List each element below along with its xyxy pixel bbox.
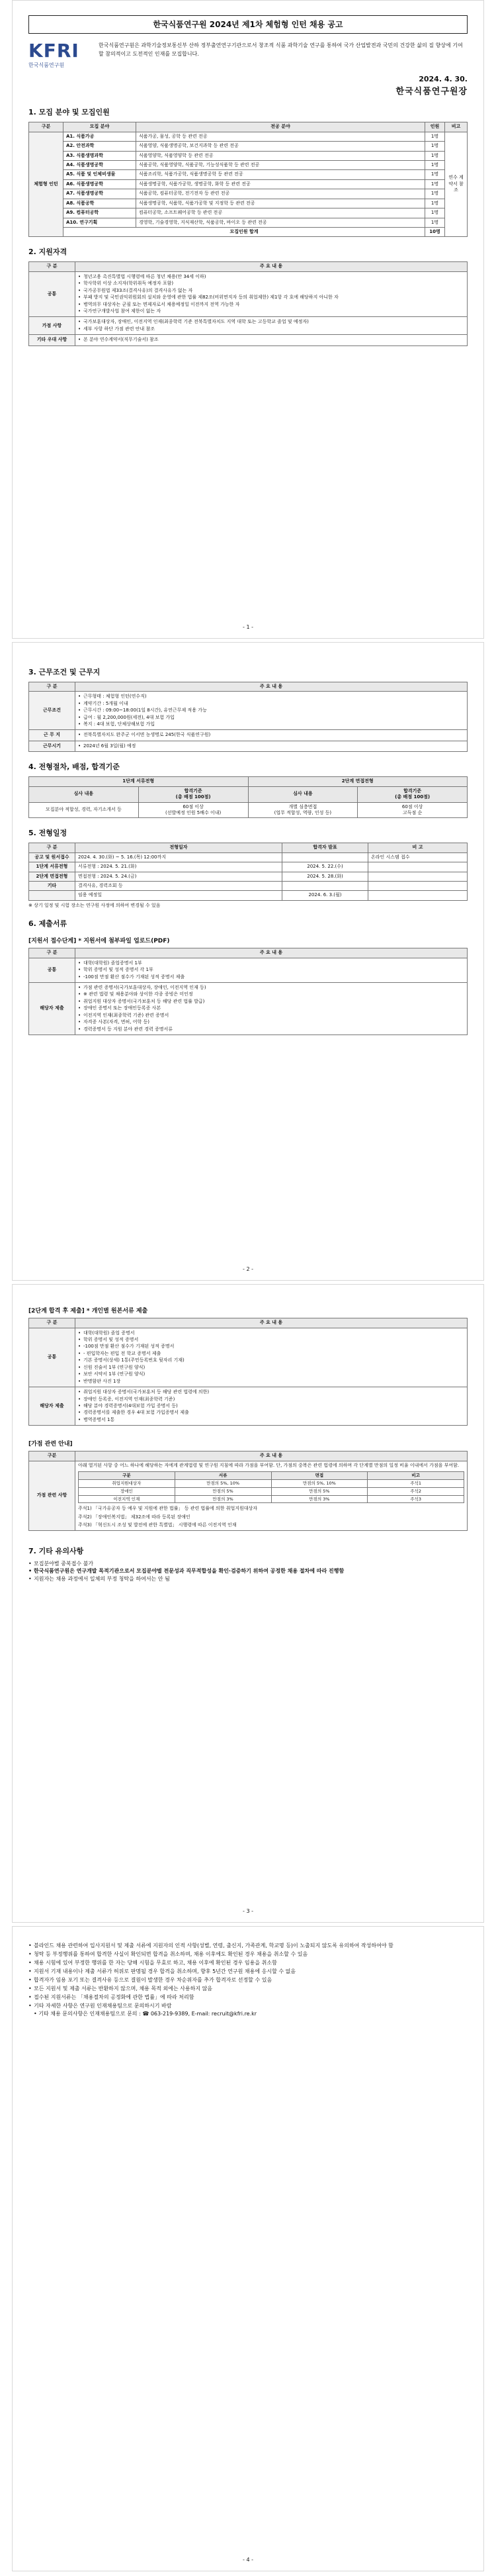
table-row xyxy=(79,1495,464,1503)
row-label: 기타 우대 사항 xyxy=(29,335,75,345)
bonus-cell: 만점의 3% xyxy=(271,1495,368,1503)
page-sheet-1 xyxy=(12,0,484,639)
schedule-table xyxy=(28,843,468,901)
stage-note xyxy=(368,872,468,881)
row-label: 가점 사항 xyxy=(29,317,75,335)
column-header: 심사 내용 xyxy=(248,786,358,802)
list-item: • 자격증 사본(자격, 면허, 어학 등) xyxy=(78,1019,464,1025)
stage2-header: 2단계 면접전형 xyxy=(248,777,468,786)
list-item: • 병역증명서 1통 xyxy=(78,1417,464,1423)
notes-list xyxy=(28,1561,468,1583)
table-row xyxy=(29,132,468,141)
item-list xyxy=(78,732,464,738)
column-header: 구 분 xyxy=(29,948,75,958)
bonus-note: 주석2) 「장애인복지법」 제32조에 따라 등록된 장애인 xyxy=(78,1514,190,1520)
field-major: 식품조리학, 식품가공학, 식품생명공학 등 관련 전공 xyxy=(136,170,425,179)
list-item: • 청년고용 촉진특별법 시행령에 따른 청년 채용(만 34세 이하) xyxy=(78,274,464,280)
bonus-cell: 만점의 5%, 10% xyxy=(271,1480,368,1488)
row-label: 근무조건 xyxy=(29,692,75,730)
row-content xyxy=(75,1387,468,1426)
list-item: • 신원 진술서 1부 (연구원 양식) xyxy=(78,1365,464,1371)
list-item: • 블라인드 채용 관련하여 입사지원서 및 제출 서류에 지원자의 인적 사항(성별, 연령, 출신지, 가족관계, 학교명 등)이 노출되지 않도록 유의하여 작성하여야 함 xyxy=(28,1942,468,1950)
bonus-cell: 장애인 xyxy=(79,1487,175,1495)
row-content xyxy=(75,958,468,982)
table-row xyxy=(79,1480,464,1488)
list-item: • -100점 만점 환산 점수가 기재된 성적 증명서 xyxy=(78,1344,464,1350)
bonus-cell: 취업지원대상자 xyxy=(79,1480,175,1488)
bonus-table xyxy=(28,1451,468,1530)
list-item: • 가점 관련 증명서(국가보훈대상자, 장애인, 이전지역 인재 등) xyxy=(78,985,464,991)
contact-text: 기타 채용 문의사항은 인재채용팀으로 문의 : ☎ 063-219-9389, E-mail: recruit@kfri.re.kr xyxy=(38,2011,257,2017)
column-header: 구 분 xyxy=(29,262,75,271)
bonus-cell: 주석3 xyxy=(368,1495,464,1503)
list-item: • 취업지원 대상자 증명서(국가보훈처 등 해당 관련 법령에 의한) xyxy=(78,1389,464,1395)
bonus-cell: 이전지역 인재 xyxy=(79,1495,175,1503)
field-count: 1명 xyxy=(425,160,445,169)
field-major: 식품영양, 식품생명공학, 보건지과학 등 관련 전공 xyxy=(136,142,425,151)
stage-note xyxy=(368,881,468,890)
column-header: 주 요 내 용 xyxy=(75,682,468,691)
column-header: 주 요 내 용 xyxy=(75,1451,468,1461)
field-major: 컴퓨터공학, 소프트웨어공학 등 관련 전공 xyxy=(136,208,425,218)
column-header: 모집 분야 xyxy=(63,122,136,132)
row-content xyxy=(75,730,468,741)
field-count: 1명 xyxy=(425,179,445,189)
process-table xyxy=(28,776,468,818)
field-count: 1명 xyxy=(425,189,445,199)
table-row xyxy=(29,189,468,199)
field-code: A10. 연구기획 xyxy=(63,218,136,227)
table-row xyxy=(29,741,468,751)
column-header: 서류 xyxy=(175,1472,271,1480)
bonus-text: 아래 열거된 사항 중 어느 하나에 해당하는 자에게 관계법령 및 연구원 지침에 따라 가점을 부여함. 단, 가점의 중복은 관련 법령에 의하며 각 단계별 만점의 일정 비율 이내에서 가점을 부여함. xyxy=(78,1462,460,1468)
bonus-cell: 만점의 3% xyxy=(175,1495,271,1503)
bonus-notes xyxy=(78,1506,464,1528)
list-item: • 대학(대학원) 졸업 증명서 xyxy=(78,1330,464,1336)
list-item: • 경력증명서를 제출한 경우 4대 보험 가입증명서 제출 xyxy=(78,1410,464,1416)
list-item: • 해당 분야 경력증명서(4대보험 가입 증명서 등) xyxy=(78,1403,464,1409)
list-item: • 장애인 등록증, 이전지역 인재(최종학력 기준) xyxy=(78,1397,464,1403)
contact-line: • 기타 채용 문의사항은 인재채용팀으로 문의 : ☎ 063-219-9389, E-mail: recruit@kfri.re.kr xyxy=(34,2011,257,2017)
column-header: 비고 xyxy=(445,122,468,132)
section-title-process: 4. 전형절차, 배점, 합격기준 xyxy=(28,762,120,772)
item-list xyxy=(78,743,464,749)
total-label: 모집인원 합계 xyxy=(63,228,425,237)
list-item: • -100점 만점 환산 점수가 기재된 성적 증명서 제출 xyxy=(78,974,464,980)
stage-result: 2024. 5. 22.(수) xyxy=(282,862,368,872)
kfri-logo xyxy=(28,42,89,69)
stage-date: 2024. 4. 30.(화) ~ 5. 16.(목) 12:00까지 xyxy=(75,852,282,862)
table-row xyxy=(29,179,468,189)
list-item: • 근무형태 : 체험형 인턴(연수직) xyxy=(78,694,464,700)
stage-result: 2024. 6. 3.(월) xyxy=(282,891,368,900)
bonus-subtitle: [가점 관련 안내] xyxy=(28,1441,73,1448)
process-cell: 개별 심층면접 (업무 적합성, 역량, 인성 등) xyxy=(248,802,358,818)
list-item: • 근무시간 : 09:00~18:00(1일 8시간), 유연근무제 적용 가능 xyxy=(78,708,464,713)
column-header: 전형일자 xyxy=(75,843,282,852)
additional-notes-list xyxy=(28,1942,468,2010)
total-row xyxy=(29,228,468,237)
column-header: 주 요 내 용 xyxy=(75,948,468,958)
column-header: 구 분 xyxy=(29,682,75,691)
table-row xyxy=(29,730,468,741)
stage-note xyxy=(368,862,468,872)
bonus-cell: 주석2 xyxy=(368,1487,464,1495)
field-major: 식품생명공학, 식품가공학, 생명공학, 화학 등 관련 전공 xyxy=(136,179,425,189)
table-row xyxy=(29,891,468,900)
page-number: - 2 - xyxy=(243,1266,253,1273)
section-title-notes: 7. 기타 유의사항 xyxy=(28,1546,84,1555)
documents-table-1 xyxy=(28,948,468,1035)
bonus-cell: 만점의 5% xyxy=(271,1487,368,1495)
page-number: - 1 - xyxy=(243,624,253,631)
field-code: A9. 컴퓨터공학 xyxy=(63,208,136,218)
list-item: • 기본 증명서(상세) 1통(주민등록번호 뒷자리 기재) xyxy=(78,1357,464,1363)
field-count: 1명 xyxy=(425,142,445,151)
documents-table-2 xyxy=(28,1318,468,1426)
list-item: • 경력증명서 등 지원 분야 관련 경력 증명서류 xyxy=(78,1027,464,1033)
process-cell: 모집분야 적합성, 경력, 자기소개서 등 xyxy=(29,802,139,818)
field-code: A8. 식품공학 xyxy=(63,199,136,208)
stage-label: 2단계 면접전형 xyxy=(29,872,75,881)
column-header: 합격기준 (총 배점 100점) xyxy=(138,786,248,802)
stage-label xyxy=(29,891,75,900)
list-item: • ※ 관련 법령 및 채용분야와 상이한 각종 증빙은 미인정 xyxy=(78,991,464,997)
column-header: 구 분 xyxy=(29,843,75,852)
page-sheet-2 xyxy=(12,642,484,1281)
field-code: A1. 식품가공 xyxy=(63,132,136,141)
column-header: 구 분 xyxy=(29,1318,75,1328)
stage-label: 1단계 서류전형 xyxy=(29,862,75,872)
stage-note xyxy=(368,891,468,900)
stage-date: 면접전형 : 2024. 5. 24.(금) xyxy=(75,872,282,881)
list-item: • 한국식품연구원은 연구개발 목적기관으로서 모집분야별 전문성과 직무적합성을 확인·검증하기 위하여 공정한 채용 절차에 따라 진행함 xyxy=(28,1568,468,1575)
signer: 한국식품연구원장 xyxy=(395,86,468,97)
list-item: • 기타 자세한 사항은 연구원 인재채용팀으로 문의하시기 바람 xyxy=(28,2002,468,2010)
list-item: • 대학(대학원) 졸업증명서 1부 xyxy=(78,960,464,966)
table-row xyxy=(29,983,468,1035)
table-row xyxy=(29,881,468,890)
process-cell: 60점 이상 (선발예정 인원 5배수 이내) xyxy=(138,802,248,818)
list-item: • 취업지원 대상자 증명서(국가보훈처 등 해당 관련 법률 발급) xyxy=(78,999,464,1005)
stage-note: 온라인 시스템 접수 xyxy=(368,852,468,862)
field-code: A3. 식품생명과학 xyxy=(63,151,136,160)
row-content xyxy=(75,692,468,730)
list-item: • 보안 서약서 1부 (연구원 양식) xyxy=(78,1371,464,1377)
table-row xyxy=(29,199,468,208)
table-row xyxy=(29,170,468,179)
stage-date: 서류전형 : 2024. 5. 21.(화) xyxy=(75,862,282,872)
table-row xyxy=(29,335,468,345)
bonus-inner-table xyxy=(78,1471,464,1503)
column-header: 합격자 발표 xyxy=(282,843,368,852)
field-major: 식품공학, 컴퓨터공학, 전기전자 등 관련 전공 xyxy=(136,189,425,199)
bonus-cell: 주석1 xyxy=(368,1480,464,1488)
column-header: 구분 xyxy=(79,1472,175,1480)
list-item: • 지원서 기재 내용이나 제출 서류가 허위로 판명될 경우 합격을 취소하며, 향후 5년간 연구원 채용에 응시할 수 없음 xyxy=(28,1968,468,1976)
list-item: • - 편입학자는 편입 전 학교 증명서 제출 xyxy=(78,1351,464,1357)
table-row xyxy=(29,1328,468,1387)
item-list xyxy=(78,1330,464,1385)
table-row xyxy=(29,317,468,335)
table-row xyxy=(29,692,468,730)
row-label: 근무시기 xyxy=(29,741,75,751)
bonus-cell: 만점의 5%, 10% xyxy=(175,1480,271,1488)
list-item: • 합격자가 임용 포기 또는 결격사유 등으로 결원이 발생한 경우 차순위자를 추가 합격자로 선정할 수 있음 xyxy=(28,1976,468,1984)
logo-caption: 한국식품연구원 xyxy=(28,62,65,69)
group-label: 체험형 인턴 xyxy=(29,132,63,237)
column-header: 면접 xyxy=(271,1472,368,1480)
intro-text: 한국식품연구원은 과학기술정보통신부 산하 정부출연연구기관으로서 창조적 식품 과학기술 연구를 통하여 국가 산업발전과 국민의 건강한 삶의 질 향상에 기여할 참의적이고 도전적인 인재를 모집합니다. xyxy=(99,42,463,57)
table-row xyxy=(29,852,468,862)
list-item: • 세부 사항 하단 가점 관련 안내 참조 xyxy=(78,326,464,332)
conditions-table xyxy=(28,682,468,753)
column-header: 인원 xyxy=(425,122,445,132)
field-count: 1명 xyxy=(425,218,445,227)
total-value: 10명 xyxy=(425,228,445,237)
list-item: • 반명함판 사진 1장 xyxy=(78,1379,464,1385)
row-label: 해당자 제출 xyxy=(29,1387,75,1426)
table-row xyxy=(29,208,468,218)
row-label: 공통 xyxy=(29,1328,75,1387)
qualification-table xyxy=(28,261,468,345)
item-list xyxy=(78,985,464,1033)
table-row xyxy=(29,958,468,982)
field-major: 식품생명공학, 식품학, 식품가공학 및 지정학 등 관련 전공 xyxy=(136,199,425,208)
row-label: 근 무 지 xyxy=(29,730,75,741)
list-item: • 학위 증명서 및 성적 증명서 각 1부 xyxy=(78,967,464,973)
list-item: • 계약기간 : 5개월 이내 xyxy=(78,701,464,707)
field-count: 1명 xyxy=(425,170,445,179)
logo-mark: KFRI xyxy=(28,40,79,62)
table-row xyxy=(29,271,468,317)
column-header: 주 요 내 용 xyxy=(75,1318,468,1328)
table-row xyxy=(29,151,468,160)
table-row xyxy=(29,218,468,227)
column-header: 합격기준 (총 배점 100점) xyxy=(358,786,468,802)
section-title-documents: 6. 제출서류 xyxy=(28,919,67,929)
field-major: 식품가공, 물성, 공학 등 관련 전공 xyxy=(136,132,425,141)
table-row xyxy=(29,872,468,881)
item-list xyxy=(78,960,464,980)
page-sheet-4 xyxy=(12,1926,484,2571)
section-title-conditions: 3. 근무조건 및 근무지 xyxy=(28,668,101,676)
list-item: • 복지 : 4대 보험, 단체상해보험 가입 xyxy=(78,721,464,727)
list-item: • 청탁 등 부정행위를 통하여 합격한 사실이 확인되면 합격을 취소하며, 채용 이후에도 확인된 경우 채용을 취소할 수 있음 xyxy=(28,1951,468,1958)
schedule-note: ※ 상기 일정 및 시험 장소는 연구원 사정에 의하여 변경될 수 있음 xyxy=(28,902,161,908)
stage-result xyxy=(282,881,368,890)
list-item: • 학위 증명서 및 성적 증명서 xyxy=(78,1337,464,1343)
item-list xyxy=(78,694,464,727)
stage1-header: 1단계 서류전형 xyxy=(29,777,249,786)
field-code: A7. 식품생명공학 xyxy=(63,189,136,199)
bonus-note: 주석1) 「국가유공자 등 예우 및 지원에 관한 법률」 등 관련 법률에 의한 취업지원대상자 xyxy=(78,1506,258,1512)
section-title-qualification: 2. 지원자격 xyxy=(28,248,67,257)
bonus-note: 주석3) 「혁신도시 조성 및 발전에 관한 특별법」 시행령에 따른 이전지역 인재 xyxy=(78,1522,237,1528)
announcement-date: 2024. 4. 30. xyxy=(419,74,468,83)
field-major: 식품영양학, 식품영양학 등 관련 전공 xyxy=(136,151,425,160)
stage-label: 기타 xyxy=(29,881,75,890)
page-sheet-3 xyxy=(12,1284,484,1923)
field-count: 1명 xyxy=(425,132,445,141)
row-label: 해당자 제출 xyxy=(29,983,75,1035)
row-content xyxy=(75,741,468,751)
process-cell: 60점 이상 고득점 순 xyxy=(358,802,468,818)
field-count: 1명 xyxy=(425,199,445,208)
column-header: 구분 xyxy=(29,1451,75,1461)
list-item: • 국가보훈대상자, 장애인, 이전지역 인재(최종학력 기준 전북특별자치도 지역 대학 또는 고등학교 졸업 및 예정자) xyxy=(78,319,464,325)
column-header: 비 고 xyxy=(368,843,468,852)
column-header: 전공 분야 xyxy=(136,122,425,132)
column-header: 주 요 내 용 xyxy=(75,262,468,271)
list-item: • 이전지역 인재(최종학력 기준) 관련 증명서 xyxy=(78,1013,464,1019)
field-code: A5. 식품 및 인체비생물 xyxy=(63,170,136,179)
list-item: • 국가연구개발사업 참여 제한이 없는 자 xyxy=(78,308,464,314)
bonus-content xyxy=(75,1461,468,1530)
field-count: 1명 xyxy=(425,208,445,218)
documents-subtitle-1: [지원서 접수단계] * 지원서에 첨부파일 업로드(PDF) xyxy=(28,938,170,945)
list-item: • 접수된 지원서류는 「채용절차의 공정화에 관한 법률」에 따라 처리함 xyxy=(28,1994,468,2001)
table-row xyxy=(29,1387,468,1426)
stage-date: 임용 예정일 xyxy=(75,891,282,900)
list-item: • 전북특별자치도 완주군 이서면 농생명로 245(한국 식품연구원) xyxy=(78,732,464,738)
row-content xyxy=(75,317,468,335)
list-item: • 부패 방지 및 국민권익위원회의 설치와 운영에 관한 법률 제82조(비위면직자 등의 취업제한) 제1항 각 호에 해당하지 아니한 자 xyxy=(78,295,464,300)
row-content xyxy=(75,983,468,1035)
page-number: - 4 - xyxy=(243,2557,253,2563)
remark: 연수 계약서 참조 xyxy=(445,132,468,237)
row-label: 공통 xyxy=(29,271,75,317)
field-code: A2. 안전과학 xyxy=(63,142,136,151)
item-list xyxy=(78,1389,464,1423)
column-header: 비고 xyxy=(368,1472,464,1480)
stage-result: 2024. 5. 28.(화) xyxy=(282,872,368,881)
list-item: • 모든 지원서 및 제출 서류는 반환하지 않으며, 채용 목적 외에는 사용하지 않음 xyxy=(28,1985,468,1993)
table-row xyxy=(29,142,468,151)
list-item: • 모집분야별 중복접수 불가 xyxy=(28,1561,468,1568)
table-row xyxy=(29,862,468,872)
list-item: • 채용 시험에 있어 부정한 행위를 한 자는 당해 시험을 무효로 하고, 채용 이후에 확인된 경우 임용을 취소함 xyxy=(28,1959,468,1967)
field-code: A4. 식품생명공학 xyxy=(63,160,136,169)
row-label: 공통 xyxy=(29,958,75,982)
table-row xyxy=(29,160,468,169)
page-number: - 3 - xyxy=(243,1908,253,1915)
list-item: • 2024년 6월 3일(월) 예정 xyxy=(78,743,464,749)
documents-subtitle-2: [2단계 합격 후 제출] * 개인별 원본서류 제출 xyxy=(28,1308,148,1314)
field-code: A6. 식품생명공학 xyxy=(63,179,136,189)
list-item: • 급여 : 월 2,200,000원(세전), 4대 보험 가입 xyxy=(78,715,464,721)
stage-result xyxy=(282,852,368,862)
stage-label: 공고 및 원서접수 xyxy=(29,852,75,862)
document-title: 한국식품연구원 2024년 제1차 체험형 인턴 채용 공고 xyxy=(28,15,468,34)
table-row xyxy=(79,1487,464,1495)
list-item: • 지원자는 채용 과정에서 일체의 부정 청탁을 하여서는 안 됨 xyxy=(28,1576,468,1583)
list-item: • 병역의무 대상자는 군필 또는 면제자로서 채용예정일 이전까지 전역 가능한 자 xyxy=(78,302,464,308)
column-header: 심사 내용 xyxy=(29,786,139,802)
field-major: 식품공학, 식품영양학, 식품공학, 기능성식품학 등 관련 전공 xyxy=(136,160,425,169)
list-item: • 본 분야 연수계약서(직무기술서) 참조 xyxy=(78,337,464,343)
row-content xyxy=(75,335,468,345)
item-list xyxy=(78,274,464,315)
row-content xyxy=(75,271,468,317)
column-header: 구분 xyxy=(29,122,63,132)
bonus-cell: 만점의 5% xyxy=(175,1487,271,1495)
section-title-schedule: 5. 전형일정 xyxy=(28,829,67,838)
stage-date: 결격사유, 경력조회 등 xyxy=(75,881,282,890)
list-item: • 장애인 증명서 또는 장애인등록증 사본 xyxy=(78,1005,464,1011)
field-major: 경영학, 기술경영학, 지식재산학, 식품공학, 바이오 등 관련 전공 xyxy=(136,218,425,227)
list-item: • 학사학위 이상 소지자(학위취득 예정자 포함) xyxy=(78,281,464,287)
list-item: • 국가공무원법 제33조(결격사유)의 결격사유가 없는 자 xyxy=(78,288,464,294)
section-title-recruit: 1. 모집 분야 및 모집인원 xyxy=(28,108,110,117)
item-list xyxy=(78,337,464,343)
item-list xyxy=(78,319,464,332)
recruit-table xyxy=(28,122,468,237)
field-count: 1명 xyxy=(425,151,445,160)
bonus-label: 가점 관련 사항 xyxy=(29,1461,75,1530)
row-content xyxy=(75,1328,468,1387)
